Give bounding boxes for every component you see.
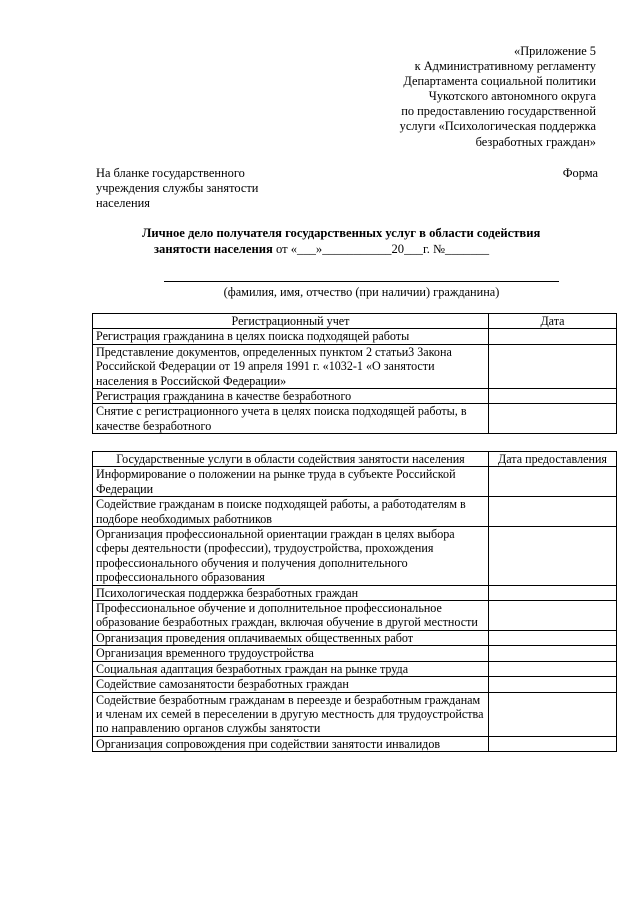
letterhead-line: населения [96, 196, 150, 210]
date-cell[interactable] [489, 344, 617, 388]
registration-table [92, 313, 617, 434]
appendix-line: Департамента социальной политики [403, 74, 596, 89]
service-item: Профессиональное обучение и дополнительное профессиональное образование безработных граждан, включая обучение в другой местности [93, 601, 489, 631]
column-header-provision-date: Дата предоставления [489, 452, 617, 467]
date-cell[interactable] [489, 585, 617, 600]
table-row [93, 661, 617, 676]
table-header-row [93, 314, 617, 329]
date-cell[interactable] [489, 467, 617, 497]
appendix-header [360, 44, 596, 150]
service-item: Организация временного трудоустройства [93, 646, 489, 661]
date-cell[interactable] [489, 692, 617, 736]
table-header-row [93, 452, 617, 467]
table-row [93, 344, 617, 388]
date-cell[interactable] [489, 661, 617, 676]
title-line-1: Личное дело получателя государственных услуг в области содействия [142, 226, 541, 240]
document-title [142, 225, 582, 257]
full-name-underline [164, 281, 559, 282]
appendix-line: Чукотского автономного округа [428, 89, 596, 104]
service-item: Психологическая поддержка безработных граждан [93, 585, 489, 600]
registration-item: Регистрация гражданина в качестве безработного [93, 389, 489, 404]
date-cell[interactable] [489, 329, 617, 344]
title-line-2 [142, 241, 582, 257]
registration-item: Регистрация гражданина в целях поиска подходящей работы [93, 329, 489, 344]
date-cell[interactable] [489, 677, 617, 692]
letterhead-line: учреждения службы занятости [96, 181, 259, 195]
date-cell[interactable] [489, 497, 617, 527]
table-row [93, 497, 617, 527]
table-row [93, 467, 617, 497]
service-item: Социальная адаптация безработных граждан на рынке труда [93, 661, 489, 676]
service-item: Организация профессиональной ориентации граждан в целях выбора сферы деятельности (профессии), трудоустройства, прохождения профессионального обучения и получения дополнительного профессионального образования [93, 527, 489, 586]
form-label: Форма [562, 166, 598, 180]
date-cell[interactable] [489, 630, 617, 645]
letterhead-note [96, 166, 258, 211]
date-cell[interactable] [489, 736, 617, 751]
table-row [93, 527, 617, 586]
letterhead-line: На бланке государственного [96, 166, 245, 180]
appendix-line: «Приложение 5 [514, 44, 596, 58]
full-name-caption: (фамилия, имя, отчество (при наличии) гражданина) [223, 285, 500, 299]
registration-item: Снятие с регистрационного учета в целях поиска подходящей работы, в качестве безработного [93, 404, 489, 434]
registration-item: Представление документов, определенных пунктом 2 статьи3 Закона Российской Федерации от 19 апреля 1991 г. «1032-1 «О занятости населения в Российской Федерации» [93, 344, 489, 388]
service-item: Содействие гражданам в поиске подходящей работы, а работодателям в подборе необходимых работников [93, 497, 489, 527]
date-cell[interactable] [489, 527, 617, 586]
date-cell[interactable] [489, 389, 617, 404]
table-row [93, 677, 617, 692]
service-item: Информирование о положении на рынке труда в субъекте Российской Федерации [93, 467, 489, 497]
title-line-2-bold: занятости населения [154, 242, 273, 256]
appendix-line: услуги «Психологическая поддержка [399, 119, 596, 134]
column-header-date: Дата [489, 314, 617, 329]
date-cell[interactable] [489, 646, 617, 661]
services-table [92, 451, 617, 752]
table-row [93, 736, 617, 751]
column-header-registration: Регистрационный учет [93, 314, 489, 329]
service-item: Организация проведения оплачиваемых общественных работ [93, 630, 489, 645]
table-row [93, 404, 617, 434]
service-item: Организация сопровождения при содействии занятости инвалидов [93, 736, 489, 751]
appendix-line: по предоставлению государственной [401, 104, 596, 119]
table-row [93, 692, 617, 736]
table-row [93, 389, 617, 404]
appendix-line: безработных граждан» [475, 134, 596, 149]
column-header-services: Государственные услуги в области содействия занятости населения [93, 452, 489, 467]
table-row [93, 585, 617, 600]
title-date-number-fields: от «___»___________20___г. №_______ [272, 242, 490, 256]
date-cell[interactable] [489, 404, 617, 434]
date-cell[interactable] [489, 601, 617, 631]
service-item: Содействие безработным гражданам в переезде и безработным гражданам и членам их семей в переселении в другую местность для трудоустройства по направлению органов службы занятости [93, 692, 489, 736]
table-row [93, 630, 617, 645]
table-row [93, 646, 617, 661]
table-row [93, 601, 617, 631]
service-item: Содействие самозанятости безработных граждан [93, 677, 489, 692]
table-row [93, 329, 617, 344]
appendix-line: к Административному регламенту [414, 59, 596, 74]
